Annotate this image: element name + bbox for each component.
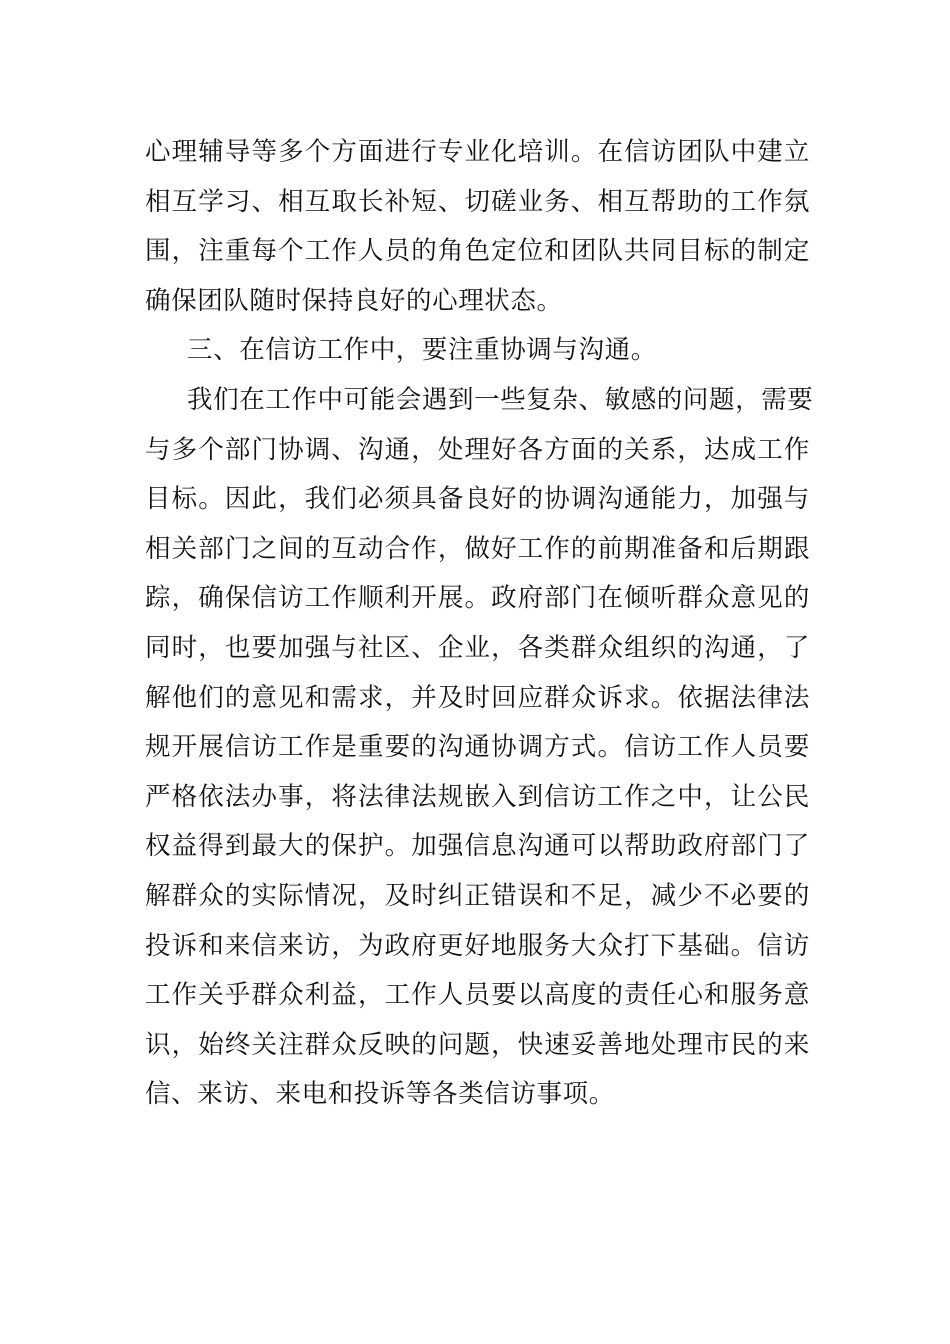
text-line: 与多个部门协调、沟通，处理好各方面的关系，达成工作 [145,434,810,465]
text-line: 同时，也要加强与社区、企业，各类群众组织的沟通，了 [145,632,810,663]
text-line: 相互学习、相互取长补短、切磋业务、相互帮助的工作氛 [145,186,810,217]
text-line: 踪，确保信访工作顺利开展。政府部门在倾听群众意见的 [145,583,810,614]
text-line: 确保团队随时保持良好的心理状态。 [145,285,563,316]
text-line: 识，始终关注群众反映的问题，快速妥善地处理市民的来 [145,1029,810,1060]
text-line: 我们在工作中可能会遇到一些复杂、敏感的问题，需要 [187,384,814,415]
text-line: 解他们的意见和需求，并及时回应群众诉求。依据法律法 [145,682,810,713]
text-line: 目标。因此，我们必须具备良好的协调沟通能力，加强与 [145,484,810,515]
text-line: 工作关乎群众利益，工作人员要以高度的责任心和服务意 [145,980,810,1011]
paragraph-coordination [145,376,814,1120]
heading-text: 三、在信访工作中，要注重协调与沟通。 [187,335,657,366]
text-line: 解群众的实际情况，及时纠正错误和不足，减少不必要的 [145,880,810,911]
text-line: 围，注重每个工作人员的角色定位和团队共同目标的制定 [145,236,810,267]
text-line: 严格依法办事，将法律法规嵌入到信访工作之中，让公民 [145,781,810,812]
section-heading [145,326,810,376]
text-line: 心理辅导等多个方面进行专业化培训。在信访团队中建立 [145,137,810,167]
paragraph-continued [145,128,810,326]
text-line: 投诉和来信来访，为政府更好地服务大众打下基础。信访 [145,930,810,961]
text-line: 规开展信访工作是重要的沟通协调方式。信访工作人员要 [145,732,810,763]
document-body [145,128,814,1120]
text-line: 信、来访、来电和投诉等各类信访事项。 [145,1079,615,1110]
text-line: 相关部门之间的互动合作，做好工作的前期准备和后期跟 [145,533,810,564]
text-line: 权益得到最大的保护。加强信息沟通可以帮助政府部门了 [145,831,810,862]
